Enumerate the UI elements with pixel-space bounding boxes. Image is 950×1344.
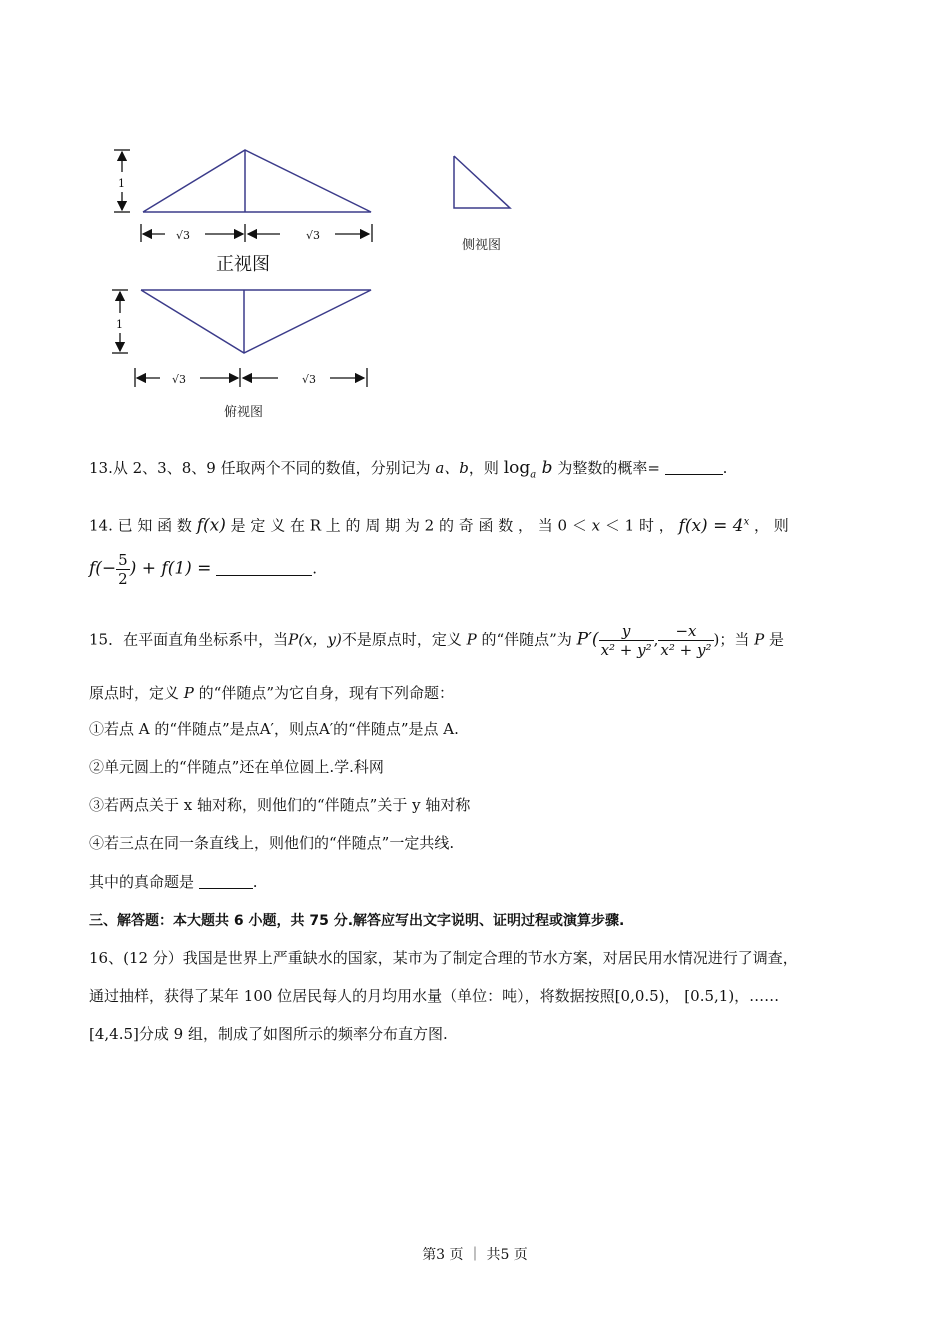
- q15-fraction-2: $\frac{-x}{\text{x² + y²}}$: [660, 622, 712, 659]
- three-view-figure: [0, 0, 560, 430]
- side-view-caption: 侧视图: [462, 238, 502, 253]
- q14-equation: $f(x) = 4^x$: [678, 515, 750, 536]
- q15-item-1: ①若点 A 的“伴随点”是点A′，则点A′的“伴随点”是点 A.: [89, 720, 459, 738]
- q13-log: $\log_a b$: [503, 458, 553, 481]
- top-width-label-left: √3: [172, 373, 187, 386]
- top-height-label: 1: [116, 318, 123, 331]
- front-view-triangle: [143, 150, 371, 212]
- q15-companion-point: P′(: [576, 629, 599, 650]
- q13-answer-blank: [665, 460, 723, 475]
- question-15-line1: 15．在平面直角坐标系中，当P(x，y)不是原点时，定义 P 的“伴随点”为 P′( $\frac{y}{\text{x² + y²}}$ , $\frac{-x}{\text{x² + y²}}$ )；当 P 是: [89, 622, 785, 659]
- side-view-triangle: [454, 156, 510, 208]
- front-width-label-right: √3: [306, 229, 321, 242]
- top-width-label-right: √3: [302, 373, 317, 386]
- top-view-caption: 俯视图: [224, 405, 264, 420]
- q13-vars: a、b: [435, 459, 469, 477]
- q15-item-4: ④若三点在同一条直线上，则他们的“伴随点”一定共线.: [89, 834, 455, 852]
- front-width-label-left: √3: [176, 229, 191, 242]
- page-footer: 第3 页 ｜ 共5 页: [422, 1247, 528, 1263]
- q13-prefix: 13.从 2、3、8、9 任取两个不同的数值，分别记为: [89, 459, 431, 477]
- q14-expr-end: ) + f(1) =: [129, 558, 212, 579]
- q15-item-2: ②单元圆上的“伴随点”还在单位圆上.学.科网: [89, 758, 384, 776]
- question-14-line1: 14. 已 知 函 数 f(x) 是 定 义 在 R 上 的 周 期 为 2 的 奇 函 数 ， 当 0 ＜ x ＜ 1 时 ， $f(x) = 4^x$ ， 则: [89, 515, 789, 536]
- q14-answer-blank: [216, 561, 312, 576]
- top-view-triangle: [141, 290, 371, 353]
- q14-expr-start: f(−: [89, 558, 117, 579]
- q16-line3: [4,4.5]分成 9 组，制成了如图所示的频率分布直方图.: [89, 1025, 448, 1043]
- q15-fraction-1: $\frac{y}{\text{x² + y²}}$: [600, 622, 652, 659]
- question-14-line2: f(− $\frac{5}{2}$ ) + f(1) = .: [89, 551, 317, 588]
- section-3-heading: 三、解答题：本大题共 6 小题，共 75 分.解答应写出文字说明、证明过程或演算步骤.: [89, 913, 625, 929]
- question-15-line2: 原点时，定义 P 的“伴随点”为它自身，现有下列命题：: [89, 684, 455, 702]
- q13-mid: ，则: [468, 459, 499, 477]
- q14-desc: 是 定 义 在 R 上 的 周 期 为 2 的 奇 函 数 ， 当 0 ＜: [230, 516, 587, 535]
- q13-suffix: 为整数的概率=: [557, 459, 660, 477]
- front-view-caption: 正视图: [216, 254, 270, 275]
- front-height-label: 1: [118, 177, 125, 190]
- q14-func: f(x): [196, 515, 226, 536]
- q16-line2: 通过抽样，获得了某年 100 位居民每人的月均用水量（单位：吨），将数据按照[0,0.5)， [0.5,1)，……: [89, 987, 780, 1005]
- q15-answer-line: 其中的真命题是 .: [89, 873, 258, 891]
- q15-item-3: ③若两点关于 x 轴对称，则他们的“伴随点”关于 y 轴对称: [89, 796, 471, 814]
- question-13: 13.从 2、3、8、9 任取两个不同的数值，分别记为 a、b，则 $\log_a b$ 为整数的概率= .: [89, 458, 728, 481]
- q16-line1: 16、(12 分）我国是世界上严重缺水的国家，某市为了制定合理的节水方案，对居民用水情况进行了调查，: [89, 949, 798, 967]
- q15-answer-blank: [199, 874, 253, 889]
- top-width-dimension: [135, 368, 367, 387]
- q14-intro: 14. 已 知 函 数: [89, 516, 192, 535]
- q14-fraction: $\frac{5}{2}$: [118, 551, 128, 588]
